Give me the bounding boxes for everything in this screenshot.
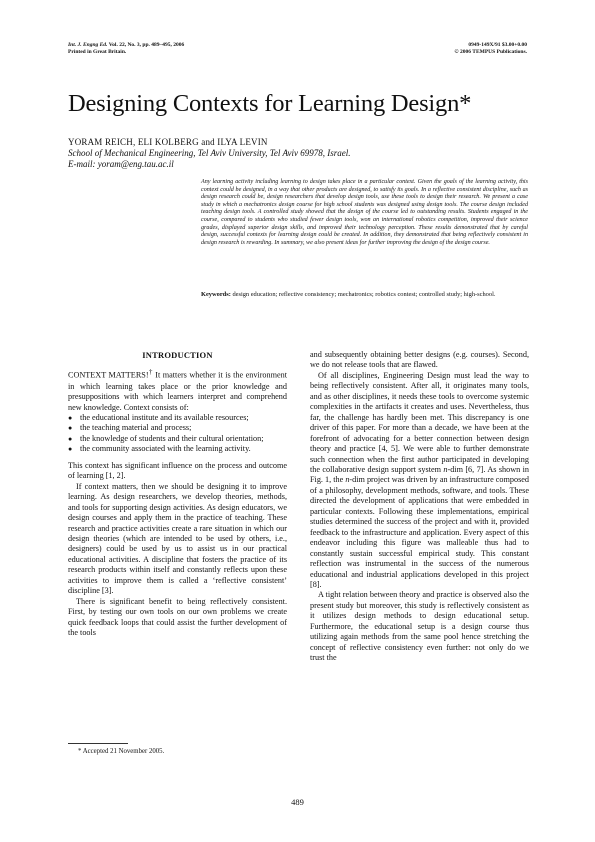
list-item: ● the knowledge of students and their cultural orientation; (68, 434, 287, 444)
abstract: Any learning activity including learning to design takes place in a particular context. Given the goals of the learning activity, this context could be designed, in a way that other products are designed, to satisfy its goals. In a reflective consistent discipline, such as design research could be, design researchers that develop design tools, use these tools to design their research. We present a case study in which a mechatronics design course for high school students was designed using design tools. The course design included teaching design tools. A controlled study showed that the design of the course led to outstanding results. Students engaged in the course, compared to students who studied fewer design tools, won an international robotics competition, improved their science grades, displayed superior design skills, and improved their technology perception. These results demonstrated that by careful design, successful contexts for learning design could be created. In addition, they demonstrated that being reflectively consistent in design research is rewarding. In summary, we also present ideas for further improving the design of the design course. (201, 179, 528, 246)
paragraph: A tight relation between theory and practice is observed also the present study but moreover, this study is reflectively consistent as it utilizes design methods to design educational setup. Furthermore, the educational setup is a design course thus utilizing again methods from the same pool hence stretching the concept of reflective consistency even further: not only do we trust the (310, 590, 529, 663)
section-heading: INTRODUCTION (142, 350, 213, 360)
footnote-divider (68, 743, 128, 744)
keywords-label: Keywords: (201, 291, 231, 298)
volume-info: Vol. 22, No. 3, pp. 489–495, 2006 (108, 42, 185, 48)
journal-name: Int. J. Engng Ed. (68, 42, 108, 48)
keywords (201, 291, 528, 299)
page-number: 489 (291, 797, 304, 807)
right-column (310, 350, 529, 664)
paragraph: There is significant benefit to being reflectively consistent. First, by testing our own tools on our own problems we create quick feedback loops that could assist the further development of the tools (68, 596, 287, 638)
keywords-text: design education; reflective consistency; mechatronics; robotics contest; controlled study; high-school. (232, 291, 496, 298)
paragraph: If context matters, then we should be designing it to improve learning. As design researchers, we develop theories, methods, and tools for supporting design activities. As design educators, we design courses and apply them in the practice of teaching. These research and practice activities create a rare situation in which our design theories (which are intended to be used by others, i.e., designers) could be used by us to assist us in our practical educational activities. A discipline that fosters the practice of its research products within itself and constantly reflects upon these activities to improve them is called a ‘reflective consistent’ discipline [3]. (68, 481, 287, 596)
list-item: ● the community associated with the learning activity. (68, 444, 287, 454)
copyright: © 2006 TEMPUS Publications. (454, 49, 527, 55)
printed-note: Printed in Great Britain. (68, 49, 127, 55)
paragraph: CONTEXT MATTERS!† It matters whether it is the environment in which learning takes place or the prior knowledge and presuppositions with which learners interpret and comprehend new knowledge. Context consists of: (68, 369, 287, 412)
context-list (68, 413, 287, 455)
issn: 0949-149X/91 $3.00+0.00 (468, 42, 527, 48)
paragraph: and subsequently obtaining better designs (e.g. courses). Second, we do not release tools that are flawed. (310, 350, 529, 370)
footnote: * Accepted 21 November 2005. (78, 748, 165, 755)
list-item: ● the educational institute and its available resources; (68, 413, 287, 423)
lead-phrase: CONTEXT MATTERS! (68, 371, 149, 381)
paragraph: Of all disciplines, Engineering Design must lead the way to being reflectively consistent. After all, it originates many tools, and as other disciplines, it needs these tools to overcome systemic complexities in the artifacts it creates and uses. Nevertheless, thus far, the challenge has hardly been met. This discrepancy is one driver of this paper. For more than a decade, we have been at the forefront of advocating for a better connection between design theory and practice [4, 5]. We were able to further demonstrate such connection when the first author participated in developing the collaborative design support system n-dim [6, 7]. As shown in Fig. 1, the n-dim project was driven by an infrastructure composed of a philosophy, development methods, software, and tools. These directed the development of applications that were embedded in particular contexts. Following these implementations, empirical studies determined the success of the project and with it, provided feedback to the infrastructure and application. Every aspect of this endeavor including this figure was malleable thus had to constantly sustain successful empirical study. This constant reflection was instrumental in the success of the numerous educational and industrial applications developed in this project [8]. (310, 370, 530, 589)
journal-header (68, 42, 184, 56)
affiliation: School of Mechanical Engineering, Tel Aviv University, Tel Aviv 69978, Israel. (68, 148, 351, 158)
list-item: ● the teaching material and process; (68, 423, 287, 433)
author-email: E-mail: yoram@eng.tau.ac.il (68, 159, 174, 169)
paper-title: Designing Contexts for Learning Design* (68, 90, 472, 117)
publisher-header (455, 42, 527, 56)
author-names: YORAM REICH, ELI KOLBERG and ILYA LEVIN (68, 137, 268, 147)
left-column (68, 350, 287, 639)
paragraph: This context has significant influence on the process and outcome of learning [1, 2]. (68, 460, 287, 481)
author-block (68, 137, 350, 170)
